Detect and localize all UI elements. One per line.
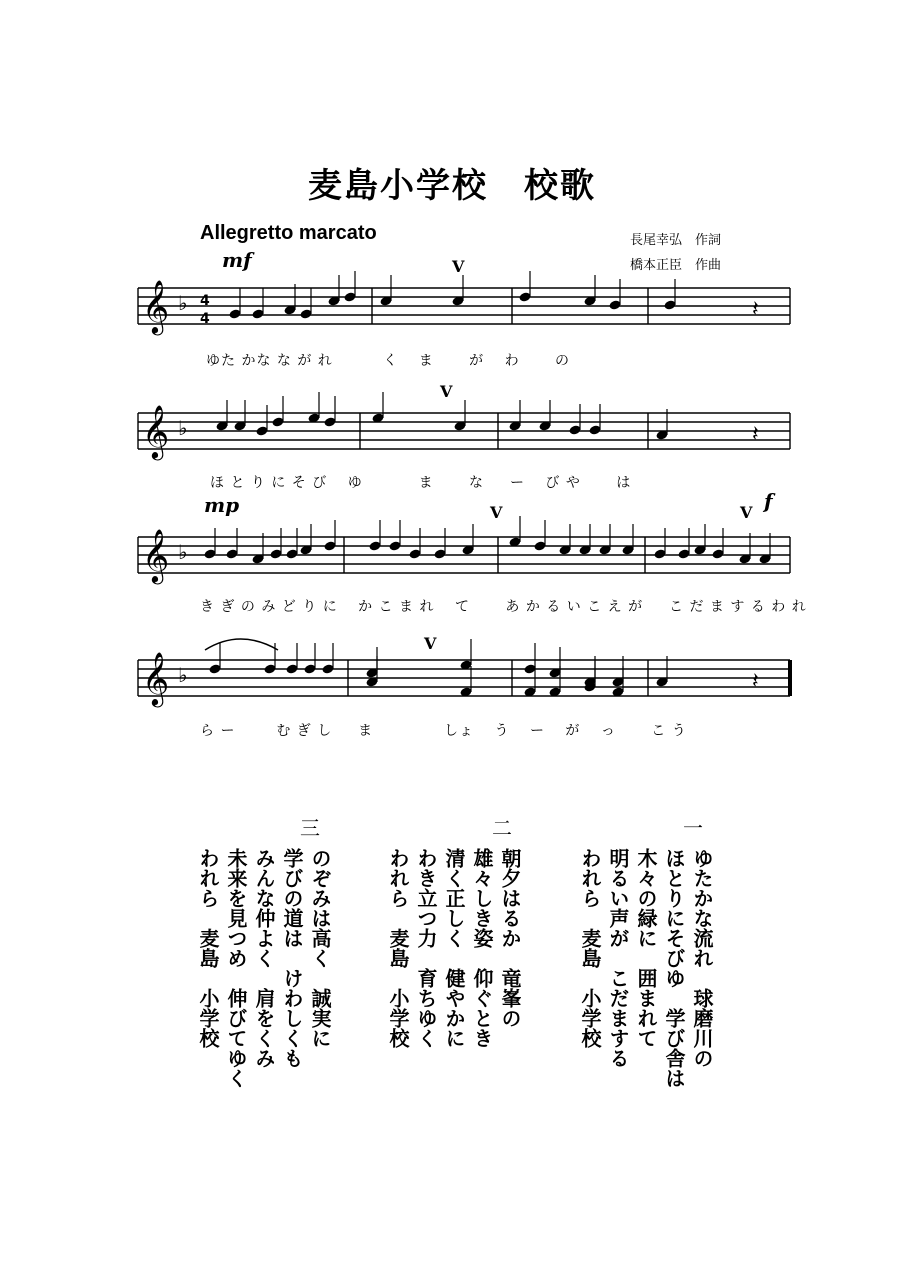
verse-2-line-1: 朝夕はるか 竜峯の: [498, 848, 522, 1028]
verse-3-line-3: みんな仲よく 肩をくみ: [252, 848, 276, 1068]
time-signature: 4: [200, 311, 210, 327]
verse-3-line-5: われら 麦島 小学校: [196, 848, 220, 1048]
verse-number-1: 一: [683, 816, 703, 840]
staff-system: [138, 279, 790, 335]
verse-2-line-5: われら 麦島 小学校: [386, 848, 410, 1048]
lyrics-line-1: ゆた かな な が れ く ま が わ の: [206, 353, 571, 369]
treble-clef-icon: 𝄞: [142, 279, 170, 333]
flat-icon: ♭: [178, 416, 188, 440]
verse-2-line-3: 清く正しく 健やかに: [442, 848, 466, 1048]
verse-3-line-1: のぞみは高く 誠実に: [308, 848, 332, 1048]
verse-number-3: 三: [300, 816, 320, 840]
verse-1-line-3: 木々の緑に 囲まれて: [634, 848, 658, 1048]
breath-mark-icon: V: [440, 382, 453, 401]
verse-1-line-5: われら 麦島 小学校: [578, 848, 602, 1048]
verse-2-line-4: わき立つ力 育ちゆく: [414, 848, 438, 1048]
tie-icon: [205, 639, 278, 650]
quarter-rest-icon: 𝄽: [752, 422, 759, 447]
verse-1-line-1: ゆたかな流れ 球磨川の: [690, 848, 714, 1068]
lyricist-credit: 長尾幸弘 作詞: [630, 233, 722, 248]
flat-icon: ♭: [178, 540, 188, 564]
quarter-rest-icon: 𝄽: [752, 297, 759, 322]
quarter-rest-icon: 𝄽: [752, 669, 759, 694]
dynamic-f: f: [764, 489, 773, 513]
lyrics-line-4: ら ー む ぎ し ま しょ う ー が っ こ う: [200, 723, 687, 739]
breath-mark-icon: V: [740, 503, 753, 522]
staff-system: [138, 651, 790, 707]
lyrics-line-3: き ぎ の み ど り に か こ ま れ て あ か る い こ え が こ だ ま す る わ れ: [200, 599, 807, 615]
dynamic-mp: mp: [204, 493, 240, 517]
dynamic-mf: mf: [222, 248, 252, 272]
breath-mark-icon: V: [452, 257, 465, 276]
verse-3-line-2: 学びの道は けわしくも: [280, 848, 304, 1068]
verse-2-line-2: 雄々しき姿 仰ぐとき: [470, 848, 494, 1048]
song-title: 麦島小学校 校歌: [308, 166, 596, 206]
composer-credit: 橋本正臣 作曲: [630, 258, 722, 273]
treble-clef-icon: 𝄞: [142, 651, 170, 705]
flat-icon: ♭: [178, 663, 188, 687]
verse-number-2: 二: [492, 816, 512, 840]
lyrics-line-2: ほ と り に そ び ゆ ま な ー び や は: [210, 475, 632, 491]
staff-system: [138, 404, 790, 460]
verse-1-line-4: 明るい声が こだまする: [606, 848, 630, 1068]
treble-clef-icon: 𝄞: [142, 404, 170, 458]
tempo-marking: Allegretto marcato: [200, 222, 377, 244]
verse-3-line-4: 未来を見つめ 伸びてゆく: [224, 848, 248, 1088]
verse-1-line-2: ほとりにそびゆ 学び舎は: [662, 848, 686, 1088]
flat-icon: ♭: [178, 291, 188, 315]
time-signature: 4: [200, 293, 210, 309]
breath-mark-icon: V: [424, 634, 437, 653]
treble-clef-icon: 𝄞: [142, 528, 170, 582]
breath-mark-icon: V: [490, 503, 503, 522]
